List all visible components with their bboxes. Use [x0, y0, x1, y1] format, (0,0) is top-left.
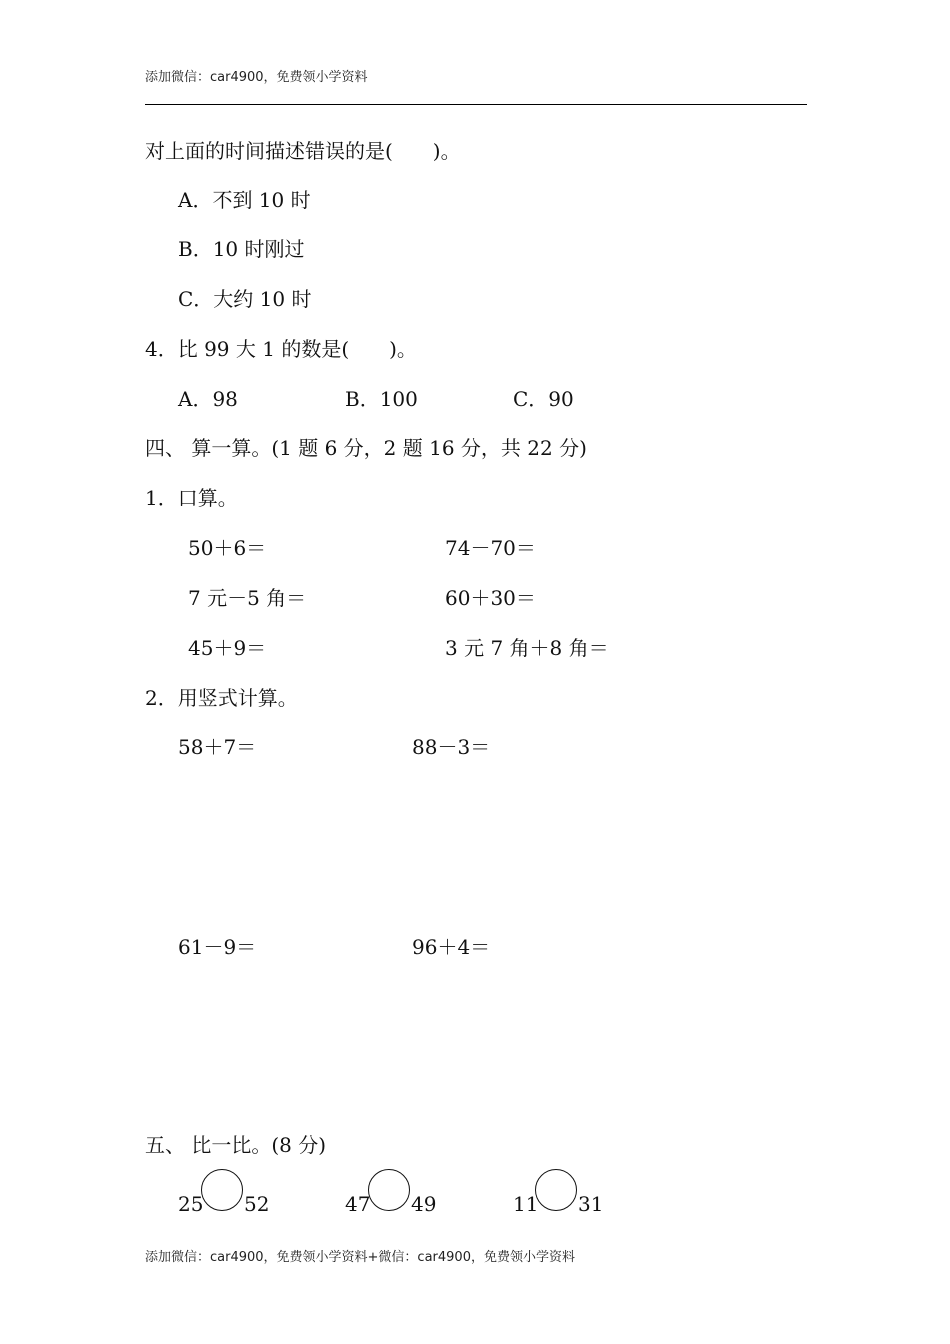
vertical-calc-item: 61－9＝ [178, 935, 257, 959]
q3-option-b[interactable]: B．10 时刚过 [178, 237, 305, 261]
q4-option-a[interactable]: A．98 [178, 387, 238, 411]
compare-right-number: 31 [578, 1192, 604, 1216]
oral-calc-item: 45＋9＝ [188, 636, 267, 660]
compare-left-number: 47 [345, 1192, 371, 1216]
oral-calc-item: 3 元 7 角＋8 角＝ [445, 636, 609, 660]
vertical-calc-item: 96＋4＝ [412, 935, 491, 959]
section5-title: 五、 比一比。(8 分) [145, 1133, 327, 1157]
oral-calc-item: 60＋30＝ [445, 586, 536, 610]
header-watermark: 添加微信：car4900，免费领小学资料 [145, 70, 368, 85]
q4-option-c[interactable]: C．90 [513, 387, 574, 411]
compare-left-number: 11 [513, 1192, 539, 1216]
compare-answer-circle[interactable] [201, 1169, 243, 1211]
q3-stem: 对上面的时间描述错误的是( )。 [145, 139, 461, 163]
q4-stem: 4．比 99 大 1 的数是( )。 [145, 337, 417, 361]
section4-title: 四、 算一算。(1 题 6 分，2 题 16 分，共 22 分) [145, 436, 587, 460]
footer-watermark: 添加微信：car4900，免费领小学资料+微信：car4900，免费领小学资料 [145, 1250, 575, 1265]
compare-left-number: 25 [178, 1192, 204, 1216]
header-rule [145, 104, 807, 105]
oral-calc-item: 50＋6＝ [188, 536, 267, 560]
vertical-calc-item: 88－3＝ [412, 735, 491, 759]
compare-right-number: 49 [411, 1192, 437, 1216]
oral-calc-item: 7 元－5 角＝ [188, 586, 307, 610]
q4-option-b[interactable]: B．100 [345, 387, 418, 411]
q3-option-a[interactable]: A．不到 10 时 [178, 188, 311, 212]
oral-calc-item: 74－70＝ [445, 536, 536, 560]
compare-right-number: 52 [244, 1192, 270, 1216]
compare-answer-circle[interactable] [535, 1169, 577, 1211]
section4-part1-title: 1．口算。 [145, 486, 238, 510]
compare-answer-circle[interactable] [368, 1169, 410, 1211]
vertical-calc-item: 58＋7＝ [178, 735, 257, 759]
section4-part2-title: 2．用竖式计算。 [145, 686, 298, 710]
q3-option-c[interactable]: C．大约 10 时 [178, 287, 312, 311]
